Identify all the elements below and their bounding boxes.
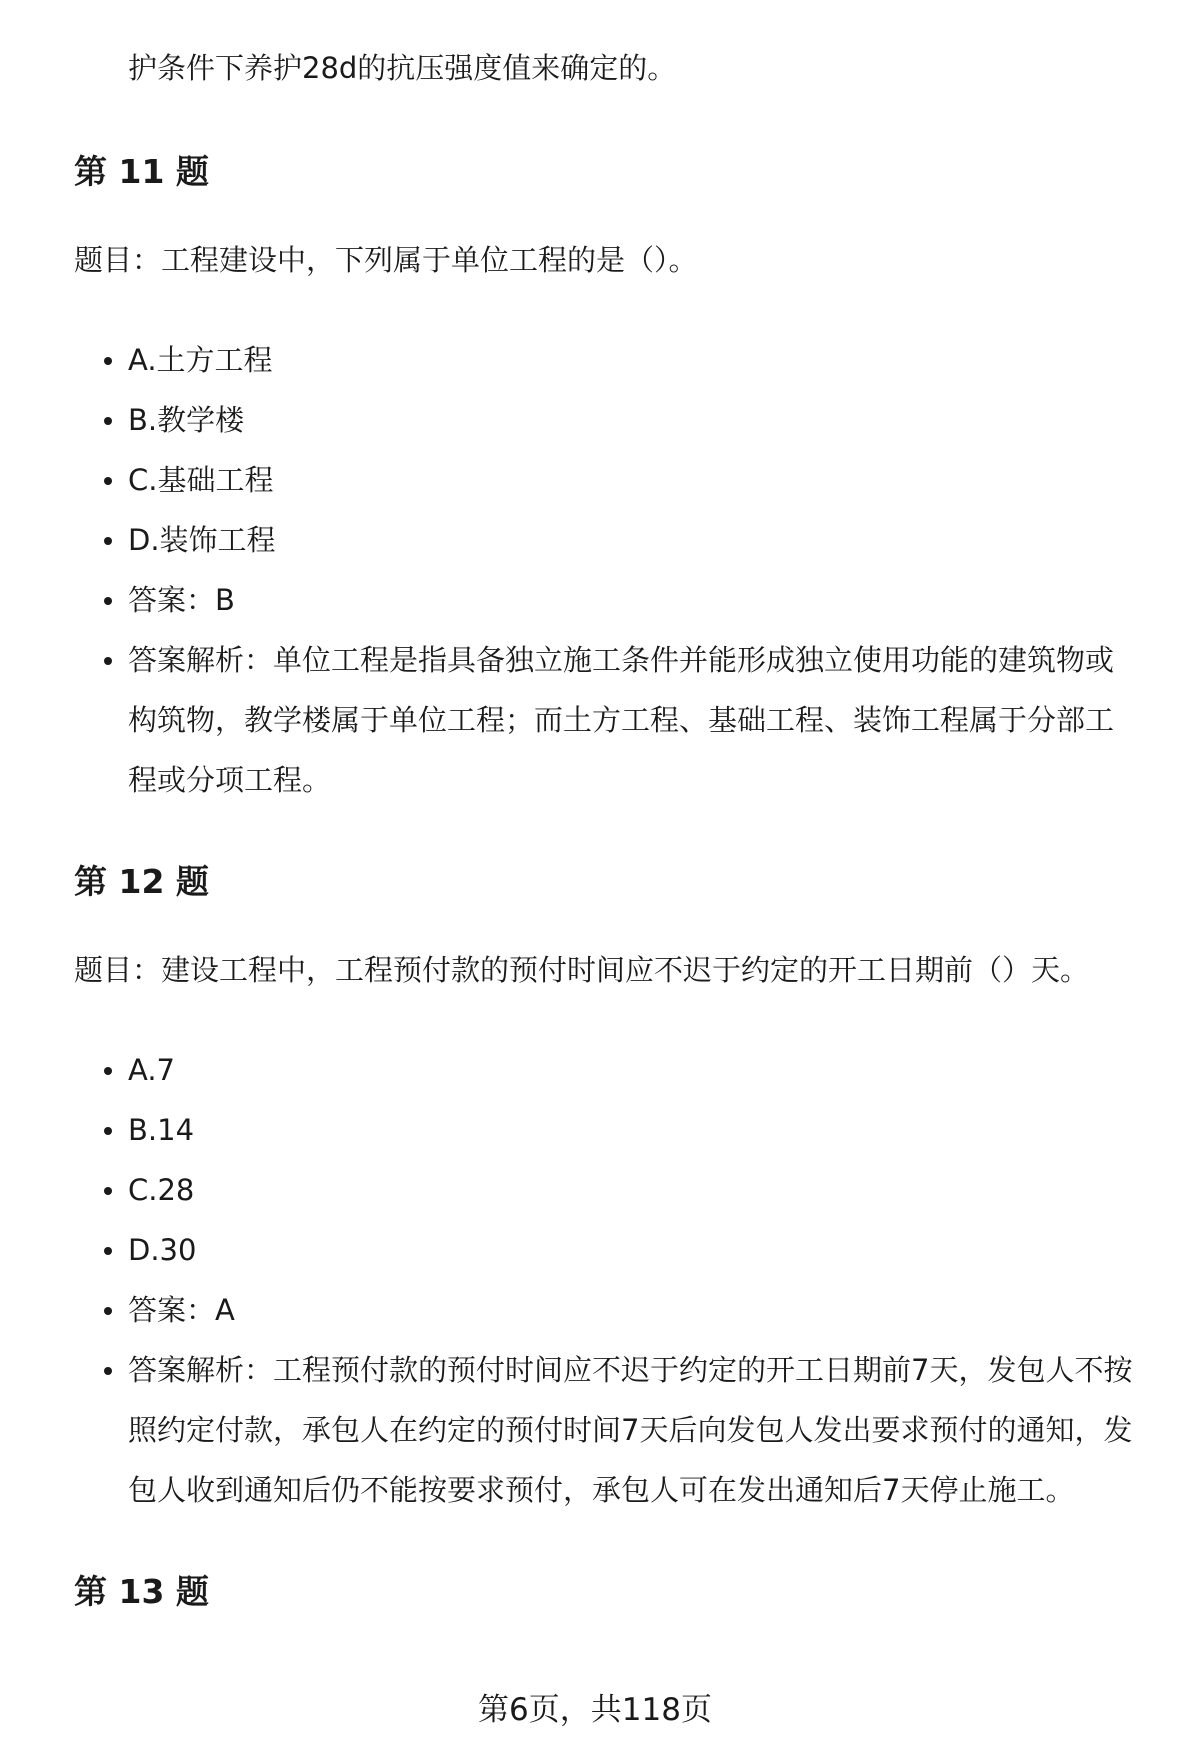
- options-list: [0, 1040, 1190, 1520]
- option-a: A.7: [0, 1040, 1190, 1100]
- question-heading: 第 12 题: [74, 862, 209, 901]
- explanation-line: 答案解析：工程预付款的预付时间应不迟于约定的开工日期前7天，发包人不按: [128, 1353, 1133, 1387]
- question-stem: 题目：建设工程中，工程预付款的预付时间应不迟于约定的开工日期前（）天。: [74, 953, 1090, 987]
- option-d: D.装饰工程: [0, 510, 1190, 570]
- question-stem: 题目：工程建设中，下列属于单位工程的是（）。: [74, 243, 698, 277]
- option-c: C.基础工程: [0, 450, 1190, 510]
- option-d: D.30: [0, 1220, 1190, 1280]
- answer: 答案：A: [0, 1280, 1190, 1340]
- explanation-line: 程或分项工程。: [128, 763, 332, 797]
- explanation: [0, 630, 1168, 810]
- options-list: [0, 330, 1190, 810]
- explanation-line: 照约定付款，承包人在约定的预付时间7天后向发包人发出要求预付的通知，发: [128, 1413, 1133, 1447]
- option-c: C.28: [0, 1160, 1190, 1220]
- option-b: B.14: [0, 1100, 1190, 1160]
- page-number: 第6页，共118页: [478, 1692, 712, 1728]
- option-a: A.土方工程: [0, 330, 1190, 390]
- explanation: [0, 1340, 1168, 1520]
- question-heading: 第 11 题: [74, 152, 209, 191]
- question-heading: 第 13 题: [74, 1572, 209, 1611]
- answer: 答案：B: [0, 570, 1190, 630]
- continued-text: 护条件下养护28d的抗压强度值来确定的。: [128, 51, 677, 85]
- explanation-line: 答案解析：单位工程是指具备独立施工条件并能形成独立使用功能的建筑物或: [128, 643, 1115, 677]
- explanation-line: 构筑物，教学楼属于单位工程；而土方工程、基础工程、装饰工程属于分部工: [128, 703, 1115, 737]
- explanation-line: 包人收到通知后仍不能按要求预付，承包人可在发出通知后7天停止施工。: [128, 1473, 1075, 1507]
- option-b: B.教学楼: [0, 390, 1190, 450]
